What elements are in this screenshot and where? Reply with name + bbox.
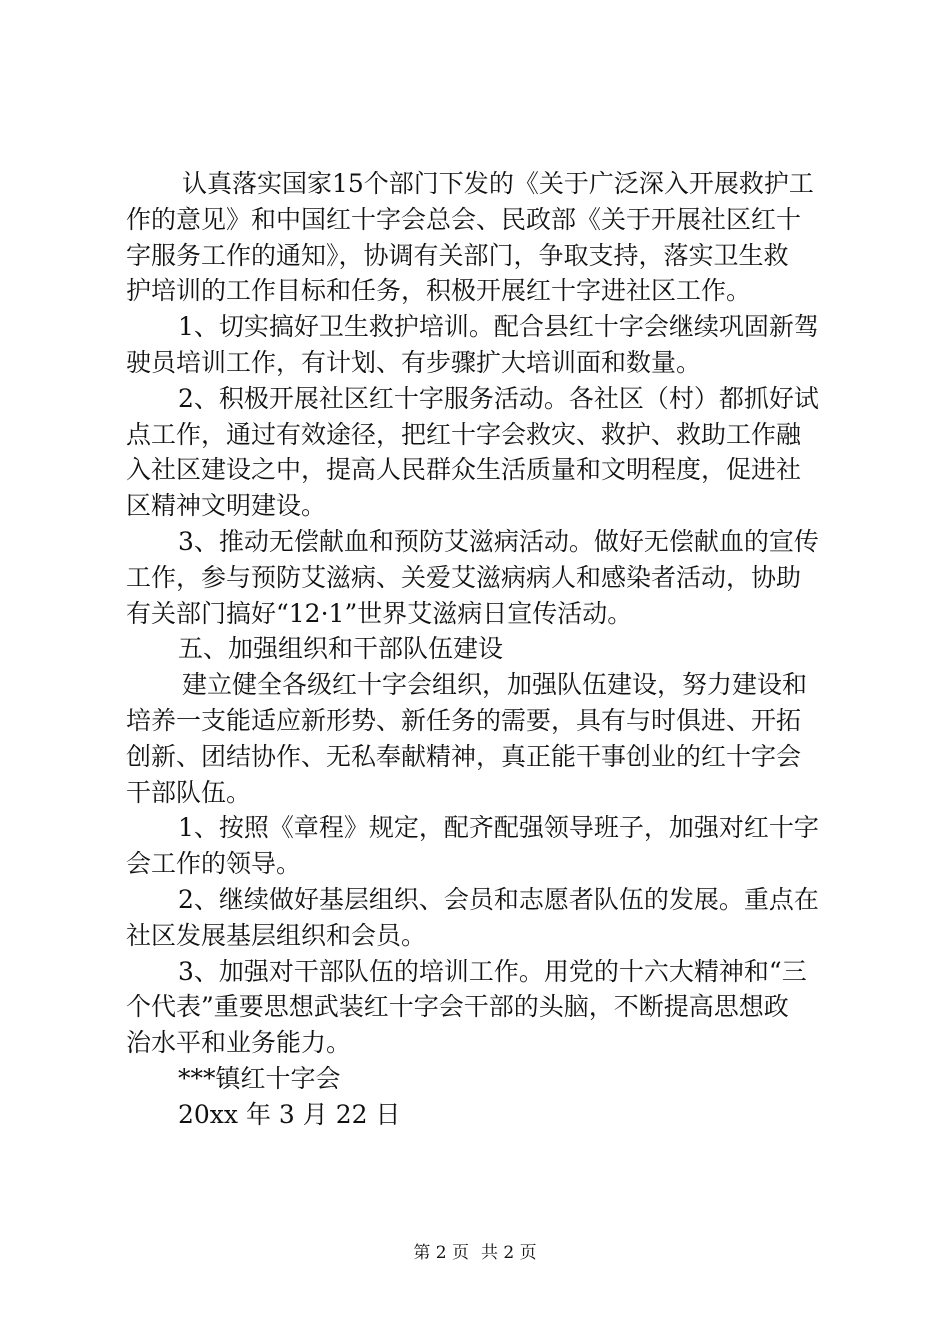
signature-date: 20xx 年 3 月 22 日 <box>178 1099 401 1129</box>
signature-organization: ***镇红十字会 <box>178 1063 341 1093</box>
paragraph-line: 2、继续做好基层组织、会员和志愿者队伍的发展。重点在 <box>178 884 819 914</box>
paragraph-line: 区精神文明建设。 <box>126 491 327 521</box>
paragraph-line: 2、积极开展社区红十字服务活动。各社区（村）都抓好试 <box>178 383 819 413</box>
paragraph-line: 工作，参与预防艾滋病、关爱艾滋病病人和感染者活动，协助 <box>126 562 802 592</box>
paragraph-line: 护培训的工作目标和任务，积极开展红十字进社区工作。 <box>126 276 752 306</box>
paragraph-line: 个代表”重要思想武装红十字会干部的头脑，不断提高思想政 <box>126 992 789 1022</box>
paragraph-line: 3、加强对干部队伍的培训工作。用党的十六大精神和“三 <box>178 956 807 986</box>
page-total: 共 2 页 <box>481 1243 537 1263</box>
paragraph-line: 1、按照《章程》规定，配齐配强领导班子，加强对红十字 <box>178 813 819 843</box>
paragraph-line: 作的意见》和中国红十字会总会、民政部《关于开展社区红十 <box>126 204 802 234</box>
document-body <box>126 166 836 1133</box>
paragraph-line: 有关部门搞好“12·1”世界艾滋病日宣传活动。 <box>126 598 633 628</box>
paragraph-line: 社区发展基层组织和会员。 <box>126 920 427 950</box>
section-heading: 五、加强组织和干部队伍建设 <box>178 634 504 664</box>
paragraph-line: 治水平和业务能力。 <box>126 1028 352 1058</box>
paragraph-line: 培养一支能适应新形势、新任务的需要，具有与时俱进、开拓 <box>126 705 802 735</box>
paragraph-line: 认真落实国家15个部门下发的《关于广泛深入开展救护工 <box>182 169 814 198</box>
paragraph-line: 干部队伍。 <box>126 777 252 807</box>
paragraph-line: 1、切实搞好卫生救护培训。配合县红十字会继续巩固新驾 <box>178 312 819 342</box>
paragraph-line: 字服务工作的通知》，协调有关部门，争取支持，落实卫生救 <box>126 240 789 270</box>
paragraph-line: 驶员培训工作，有计划、有步骤扩大培训面和数量。 <box>126 347 702 377</box>
page-footer <box>0 1242 950 1264</box>
paragraph-line: 点工作，通过有效途径，把红十字会救灾、救护、救助工作融 <box>126 419 802 449</box>
page-number: 第 2 页 <box>413 1243 469 1263</box>
paragraph-line: 创新、团结协作、无私奉献精神，真正能干事创业的红十字会 <box>126 741 802 771</box>
paragraph-line: 会工作的领导。 <box>126 849 302 879</box>
paragraph-line: 3、推动无偿献血和预防艾滋病活动。做好无偿献血的宣传 <box>178 526 819 556</box>
paragraph-line: 建立健全各级红十字会组织，加强队伍建设，努力建设和 <box>182 670 808 700</box>
paragraph-line: 入社区建设之中，提高人民群众生活质量和文明程度，促进社 <box>126 455 802 485</box>
